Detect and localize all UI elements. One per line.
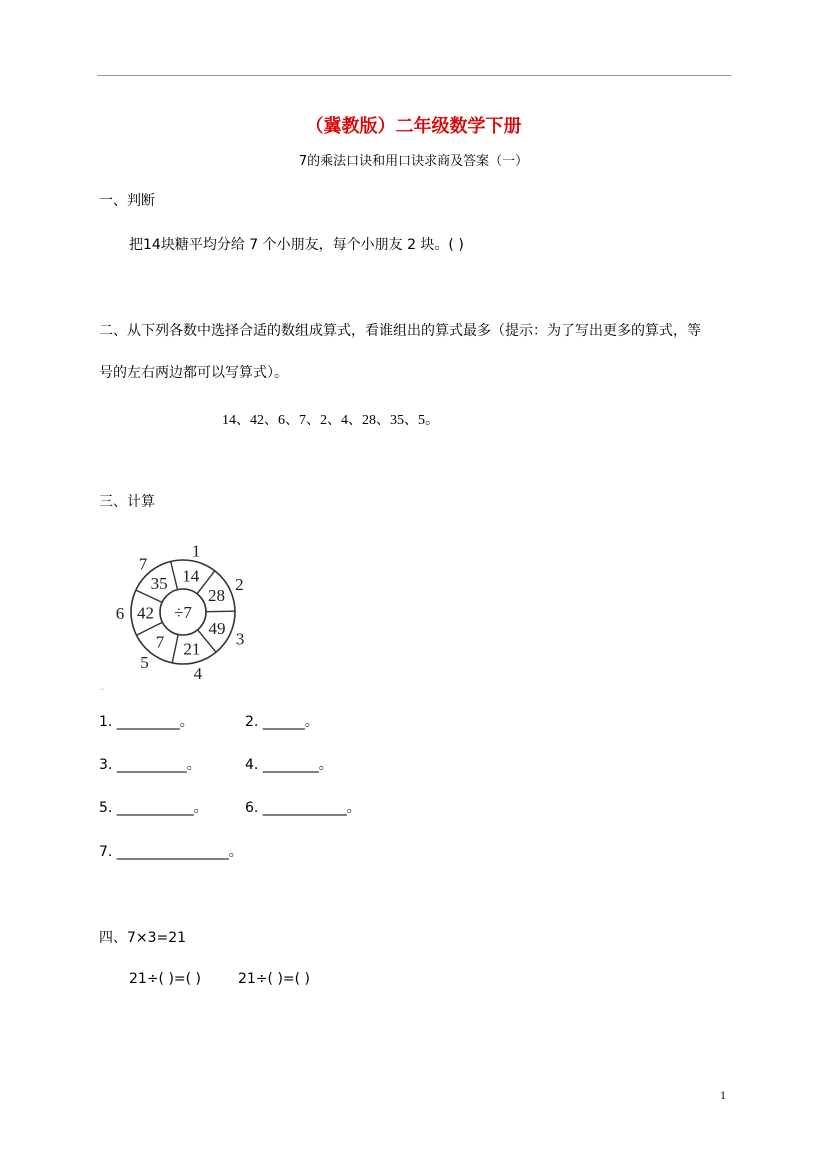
wheel-position-number: 5	[140, 652, 149, 672]
wheel-segment-value: 14	[182, 566, 200, 586]
wheel-position-number: 7	[138, 554, 148, 574]
section-1-question: 把14块糖平均分给 7 个小朋友，每个小朋友 2 块。( )	[129, 237, 464, 253]
division-wheel-diagram	[99, 535, 249, 695]
wheel-segment-value: 28	[208, 586, 226, 606]
header-rule	[97, 75, 731, 76]
section-4-question-2: 21÷( )=( )	[238, 971, 311, 987]
section-4-question-1: 21÷( )=( )	[129, 971, 202, 987]
wheel-position-number: 2	[235, 574, 244, 594]
wheel-segment-value: 7	[155, 632, 165, 652]
section-1-heading: 一、判断	[99, 193, 155, 209]
wheel-spoke	[172, 634, 178, 662]
wheel-position-number: 3	[235, 629, 245, 649]
answer-blank-3[interactable]: 3. __________。	[99, 757, 201, 773]
section-2-heading-line-2: 号的左右两边都可以写算式）。	[99, 365, 288, 381]
answer-blank-4[interactable]: 4. ________。	[245, 757, 333, 773]
number-list: 14、42、6、7、2、4、28、35、5。	[222, 413, 439, 428]
answer-blank-7[interactable]: 7. ________________。	[99, 844, 243, 860]
answer-blank-1[interactable]: 1. _________。	[99, 714, 194, 730]
section-4-heading: 四、7×3=21	[99, 930, 187, 946]
wheel-segment-value: 35	[150, 574, 168, 594]
wheel-position-number: 1	[191, 541, 201, 561]
wheel-position-number: 4	[193, 664, 203, 684]
document-subtitle: 7的乘法口诀和用口诀求商及答案（一）	[298, 154, 529, 169]
wheel-center-label: ÷7	[174, 603, 192, 622]
answer-blank-5[interactable]: 5. ___________。	[99, 800, 208, 816]
section-3-heading: 三、计算	[99, 494, 155, 510]
answer-blank-6[interactable]: 6. ____________。	[245, 800, 361, 816]
section-2-heading-line-1: 二、从下列各数中选择合适的数组成算式，看谁组出的算式最多（提示：为了写出更多的算式，等	[99, 323, 701, 339]
wheel-segment-value: 42	[137, 603, 155, 623]
wheel-segment-value: 49	[208, 618, 226, 638]
svg-text:~: ~	[100, 686, 104, 694]
page-number: 1	[720, 1088, 726, 1102]
wheel-spoke	[171, 561, 178, 589]
wheel-segment-value: 21	[183, 639, 201, 659]
document-title: （冀教版）二年级数学下册	[305, 116, 522, 137]
wheel-position-number: 6	[115, 603, 125, 623]
answer-blank-2[interactable]: 2. ______。	[245, 714, 319, 730]
